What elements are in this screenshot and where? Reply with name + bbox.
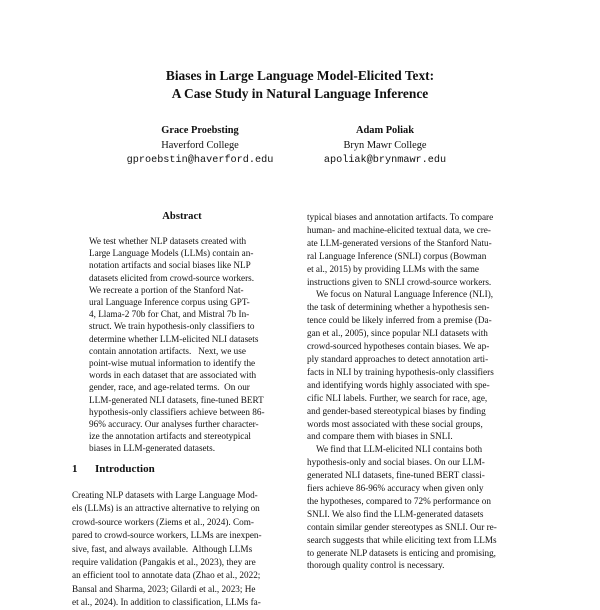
- body-line: to generate NLP datasets is enticing and promising,: [307, 547, 496, 558]
- abstract-line: gender, race, and age-related terms. On our: [89, 382, 250, 393]
- author-institution: Haverford College: [161, 140, 239, 151]
- author-name: Grace Proebsting: [161, 125, 239, 136]
- intro-line: crowd-source workers (Ziems et al., 2024). Com-: [72, 516, 254, 527]
- abstract-line: determine whether LLM-elicited NLI datasets: [89, 333, 259, 344]
- body-line: hypothesis-only and social biases. On our LLM-: [307, 457, 485, 468]
- body-line: tence could be likely inferred from a premise (Da-: [307, 315, 492, 326]
- abstract-line: 96% accuracy. Our analyses further character-: [89, 419, 259, 430]
- abstract-line: We recreate a portion of the Stanford Nat-: [89, 284, 244, 295]
- body-line: human- and machine-elicited textual data, we cre-: [307, 224, 491, 235]
- body-line: thorough quality control is necessary.: [307, 560, 445, 571]
- intro-line: an efficient tool to annotate data (Zhao et al., 2022;: [72, 570, 261, 581]
- body-line: et al., 2015) by providing LLMs with the same: [307, 263, 479, 274]
- author-block-1: [100, 124, 300, 168]
- intro-line: pared to crowd-source workers, LLMs are inexpen-: [72, 530, 262, 541]
- body-line: crowd-sourced hypotheses contain biases. We ap-: [307, 341, 490, 352]
- author-block-2: [285, 124, 485, 168]
- abstract-line: words in each dataset that are associated with: [89, 370, 257, 381]
- body-line: We find that LLM-elicited NLI contains both: [307, 444, 483, 455]
- body-line: search suggests that while eliciting text from LLMs: [307, 534, 497, 545]
- body-line: generated NLI datasets, fine-tuned BERT classi-: [307, 470, 485, 481]
- body-line: words most associated with these social groups,: [307, 418, 483, 429]
- author-email: apoliak@brynmawr.edu: [323, 155, 447, 166]
- paper-title-line-1: Biases in Large Language Model-Elicited Text:: [165, 68, 435, 83]
- intro-line: Bansal and Sharma, 2023; Gilardi et al., 2023; He: [72, 583, 256, 594]
- author-name: Adam Poliak: [355, 125, 415, 136]
- body-line: and compare them with biases in SNLI.: [307, 431, 453, 442]
- abstract-line: We test whether NLP datasets created with: [89, 236, 247, 246]
- abstract-line: struct. We train hypothesis-only classifiers to: [89, 321, 255, 332]
- body-line: the hypotheses, compared to 72% performance on: [307, 495, 491, 506]
- intro-line: els (LLMs) is an attractive alternative to relying on: [72, 503, 260, 514]
- body-line: contain similar gender stereotypes as SNLI. Our re-: [307, 521, 497, 532]
- intro-line: require validation (Pangakis et al., 2023), they are: [72, 557, 256, 568]
- section-title: Introduction: [95, 463, 155, 475]
- abstract-body: [89, 235, 289, 455]
- body-line: ral Language Inference (SNLI) corpus (Bowman: [307, 250, 487, 261]
- body-line: facts in NLI by training hypothesis-only classifiers: [307, 366, 494, 377]
- body-line: We focus on Natural Language Inference (NLI),: [307, 289, 494, 300]
- intro-left-column: [72, 489, 294, 610]
- abstract-line: Large Language Models (LLMs) contain an-: [89, 248, 254, 259]
- body-line: instructions given to SNLI crowd-source workers.: [307, 276, 492, 287]
- abstract-line: point-wise mutual information to identify the: [89, 358, 256, 369]
- abstract-line: 4, Llama-2 70b for Chat, and Mistral 7b In-: [89, 309, 250, 320]
- abstract-line: biases in LLM-generated datasets.: [89, 443, 216, 454]
- right-column: [307, 211, 529, 572]
- section-heading: [72, 463, 155, 475]
- section-number: 1: [72, 463, 78, 475]
- abstract-heading: Abstract: [162, 211, 202, 222]
- author-institution: Bryn Mawr College: [343, 140, 427, 151]
- body-line: cific NLI labels. Further, we search for race, age,: [307, 392, 488, 403]
- abstract-line: hypothesis-only classifiers achieve between 86-: [89, 406, 265, 417]
- body-line: and gender-based stereotypical biases by finding: [307, 405, 486, 416]
- paper-title-line-2: A Case Study in Natural Language Inference: [171, 86, 429, 101]
- abstract-line: LLM-generated NLI datasets, fine-tuned BERT: [89, 394, 264, 405]
- intro-line: Creating NLP datasets with Large Language Mod-: [72, 490, 258, 500]
- body-line: ply standard approaches to detect annotation arti-: [307, 353, 489, 364]
- intro-line: sive, fast, and always available. Although LLMs: [72, 543, 253, 554]
- abstract-line: ize the annotation artifacts and stereotypical: [89, 431, 251, 442]
- abstract-line: ural Language Inference corpus using GPT-: [89, 297, 250, 308]
- abstract-line: notation artifacts and social biases like NLP: [89, 260, 251, 271]
- body-line: the task of determining whether a hypothesis sen-: [307, 302, 490, 313]
- body-line: gan et al., 2005), since popular NLI datasets with: [307, 328, 488, 339]
- body-line: typical biases and annotation artifacts. To compare: [307, 212, 494, 222]
- body-line: SNLI. We also find the LLM-generated datasets: [307, 508, 484, 519]
- body-line: fiers achieve 86-96% accuracy when given only: [307, 483, 484, 494]
- author-email: gproebstin@haverford.edu: [126, 155, 274, 166]
- body-line: ate LLM-generated versions of the Stanford Natu-: [307, 237, 492, 248]
- body-line: and identifying words highly associated with spe-: [307, 379, 490, 390]
- abstract-line: datasets elicited from crowd-source workers.: [89, 272, 255, 283]
- abstract-line: contain annotation artifacts. Next, we use: [89, 345, 246, 356]
- intro-line: et al., 2024). In addition to classification, LLMs fa-: [72, 597, 261, 608]
